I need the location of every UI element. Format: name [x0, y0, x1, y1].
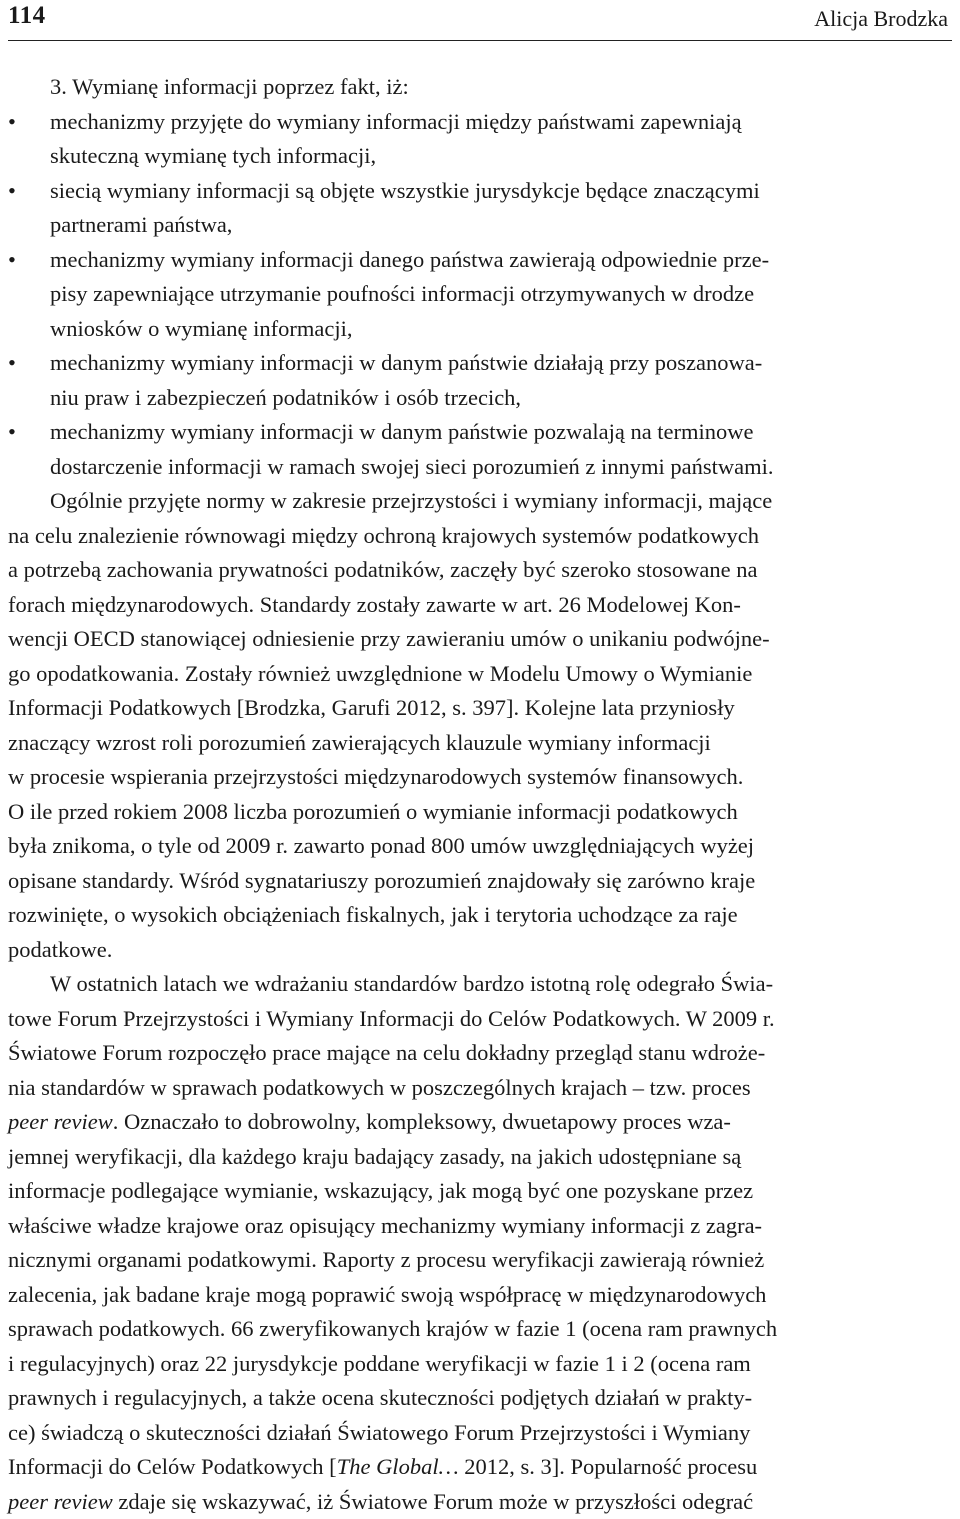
- text-line: Informacji Podatkowych [Brodzka, Garufi 2012, s. 397]. Kolejne lata przyniosły: [8, 691, 955, 726]
- page-number: 114: [8, 2, 46, 30]
- list-item: [8, 243, 955, 347]
- text-line: zalecenia, jak badane kraje mogą poprawić swoją współpracę w międzynarodowych: [8, 1278, 955, 1313]
- text-line: w procesie wspierania przejrzystości międzynarodowych systemów finansowych.: [8, 760, 955, 795]
- text-line: opisane standardy. Wśród sygnatariuszy porozumień znajdowały się zarówno kraje: [8, 864, 955, 899]
- text-line: towe Forum Przejrzystości i Wymiany Informacji do Celów Podatkowych. W 2009 r.: [8, 1002, 955, 1037]
- bullet-icon: •: [8, 415, 50, 484]
- text-line: była znikoma, o tyle od 2009 r. zawarto ponad 800 umów uwzględniających wyżej: [8, 829, 955, 864]
- text-line: nicznymi organami podatkowymi. Raporty z procesu weryfikacji zawierają również: [8, 1243, 955, 1278]
- text-line: skuteczną wymianę tych informacji,: [50, 139, 955, 174]
- text-line: znaczący wzrost roli porozumień zawierających klauzule wymiany informacji: [8, 726, 955, 761]
- running-head-author: Alicja Brodzka: [814, 6, 948, 32]
- list-item: [8, 415, 955, 484]
- list-item: [8, 346, 955, 415]
- text-line: [8, 1450, 955, 1485]
- text-line: partnerami państwa,: [50, 208, 955, 243]
- paragraph: [8, 484, 955, 967]
- bullet-icon: •: [8, 243, 50, 347]
- text-line: pisy zapewniające utrzymanie poufności informacji otrzymywanych w drodze: [50, 277, 955, 312]
- text-line: mechanizmy wymiany informacji danego państwa zawierają odpowiednie prze-: [50, 243, 955, 278]
- bullet-icon: •: [8, 105, 50, 174]
- italic-term: peer review: [8, 1109, 113, 1134]
- text-line: podatkowe.: [8, 933, 955, 968]
- text-span: 2012, s. 3]. Popularność procesu: [459, 1454, 758, 1479]
- text-span: zdaje się wskazywać, iż Światowe Forum może w przyszłości odegrać: [113, 1489, 753, 1514]
- text-line: mechanizmy wymiany informacji w danym państwie działają przy poszanowa-: [50, 346, 955, 381]
- body-text: [8, 70, 955, 1519]
- text-line: informacje podlegające wymianie, wskazujący, jak mogą być one pozyskane przez: [8, 1174, 955, 1209]
- text-line: właściwe władze krajowe oraz opisujący mechanizmy wymiany informacji z zagra-: [8, 1209, 955, 1244]
- text-line: prawnych i regulacyjnych, a także ocena skuteczności podjętych działań w prakty-: [8, 1381, 955, 1416]
- running-header: [8, 0, 952, 41]
- list-item: [8, 174, 955, 243]
- text-line: [8, 1485, 955, 1519]
- text-line: Światowe Forum rozpoczęło prace mające na celu dokładny przegląd stanu wdroże-: [8, 1036, 955, 1071]
- text-line: ce) świadczą o skuteczności działań Światowego Forum Przejrzystości i Wymiany: [8, 1416, 955, 1451]
- text-line: mechanizmy przyjęte do wymiany informacji między państwami zapewniają: [50, 105, 955, 140]
- text-line: wencji OECD stanowiącej odniesienie przy zawieraniu umów o unikaniu podwójne-: [8, 622, 955, 657]
- text-line: go opodatkowania. Zostały również uwzględnione w Modelu Umowy o Wymianie: [8, 657, 955, 692]
- text-line: Ogólnie przyjęte normy w zakresie przejrzystości i wymiany informacji, mające: [8, 484, 955, 519]
- text-span: . Oznaczało to dobrowolny, kompleksowy, dwuetapowy proces wza-: [113, 1109, 731, 1134]
- text-line: O ile przed rokiem 2008 liczba porozumień o wymianie informacji podatkowych: [8, 795, 955, 830]
- text-line: mechanizmy wymiany informacji w danym państwie pozwalają na terminowe: [50, 415, 955, 450]
- text-line: wniosków o wymianę informacji,: [50, 312, 955, 347]
- list-intro: 3. Wymianę informacji poprzez fakt, iż:: [8, 70, 955, 105]
- list-item: [8, 105, 955, 174]
- text-line: W ostatnich latach we wdrażaniu standardów bardzo istotną rolę odegrało Świa-: [8, 967, 955, 1002]
- italic-term: peer review: [8, 1489, 113, 1514]
- text-line: na celu znalezienie równowagi między ochroną krajowych systemów podatkowych: [8, 519, 955, 554]
- paragraph: [8, 967, 955, 1519]
- text-line: niu praw i zabezpieczeń podatników i osób trzecich,: [50, 381, 955, 416]
- text-line: [8, 1105, 955, 1140]
- text-line: a potrzebą zachowania prywatności podatników, zaczęły być szeroko stosowane na: [8, 553, 955, 588]
- text-line: siecią wymiany informacji są objęte wszystkie jurysdykcje będące znaczącymi: [50, 174, 955, 209]
- text-line: i regulacyjnych) oraz 22 jurysdykcje poddane weryfikacji w fazie 1 i 2 (ocena ram: [8, 1347, 955, 1382]
- text-line: rozwinięte, o wysokich obciążeniach fiskalnych, jak i terytoria uchodzące za raje: [8, 898, 955, 933]
- bullet-icon: •: [8, 346, 50, 415]
- text-line: forach międzynarodowych. Standardy zostały zawarte w art. 26 Modelowej Kon-: [8, 588, 955, 623]
- text-line: nia standardów w sprawach podatkowych w poszczególnych krajach – tzw. proces: [8, 1071, 955, 1106]
- text-line: sprawach podatkowych. 66 zweryfikowanych krajów w fazie 1 (ocena ram prawnych: [8, 1312, 955, 1347]
- text-span: Informacji do Celów Podatkowych [: [8, 1454, 337, 1479]
- text-line: jemnej weryfikacji, dla każdego kraju badający zasady, na jakich udostępniane są: [8, 1140, 955, 1175]
- text-line: dostarczenie informacji w ramach swojej sieci porozumień z innymi państwami.: [50, 450, 955, 485]
- bullet-icon: •: [8, 174, 50, 243]
- italic-citation: The Global…: [337, 1454, 459, 1479]
